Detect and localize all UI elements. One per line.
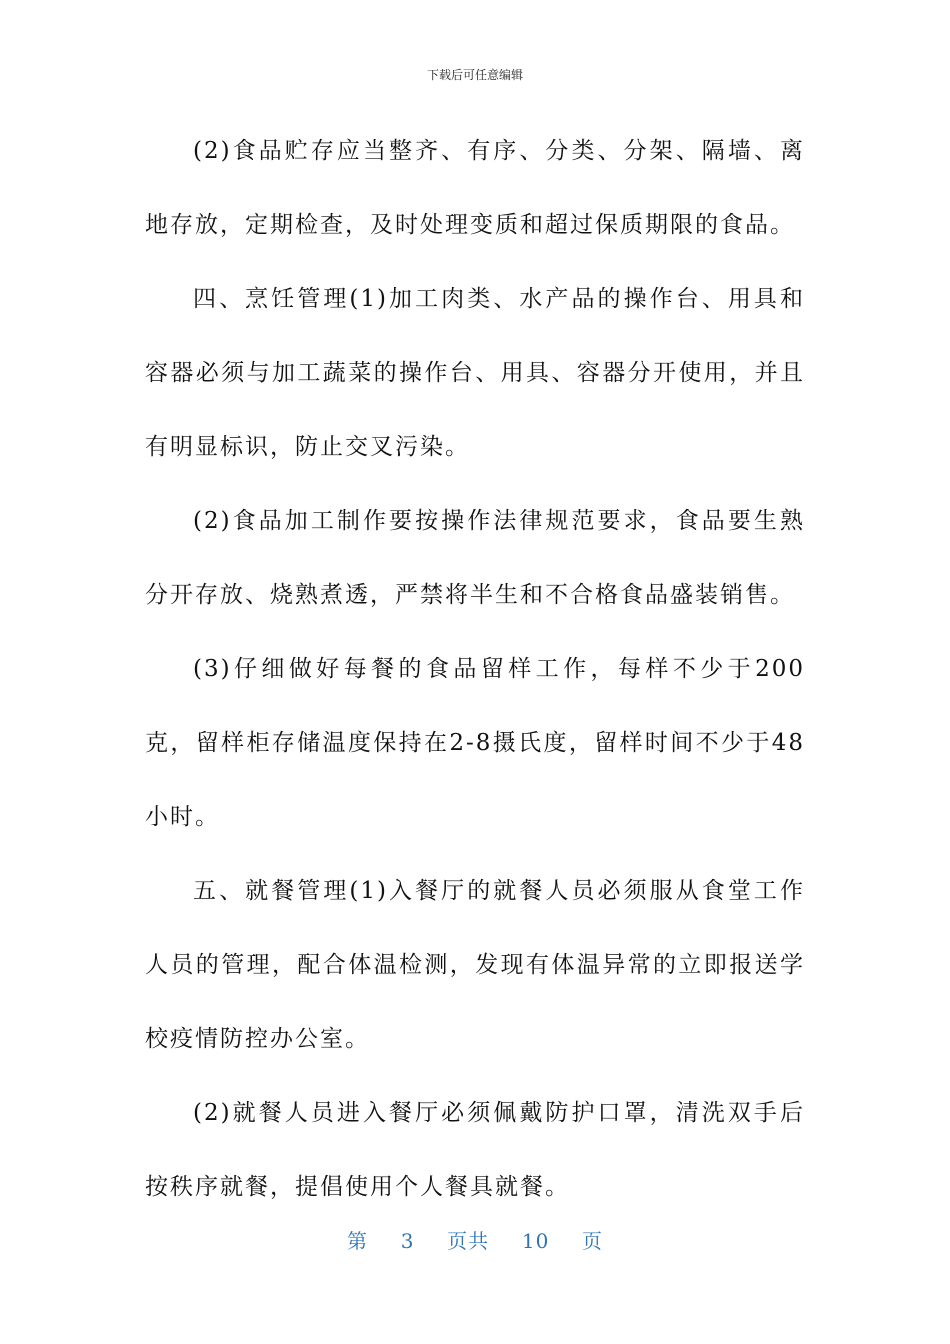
document-body <box>145 114 805 1224</box>
page-header: 下载后可任意编辑 <box>426 68 523 82</box>
page-footer <box>0 1225 950 1254</box>
footer-suffix: 页 <box>582 1229 604 1253</box>
footer-middle: 页共 <box>447 1229 490 1253</box>
paragraph: (2)就餐人员进入餐厅必须佩戴防护口罩，清洗双手后按秩序就餐，提倡使用个人餐具就餐。 <box>145 1100 805 1200</box>
current-page-number: 3 <box>400 1229 415 1253</box>
paragraph: (3)仔细做好每餐的食品留样工作，每样不少于200克，留样柜存储温度保持在2-8摄氏度，留样时间不少于48小时。 <box>145 656 805 830</box>
paragraph: (2)食品加工制作要按操作法律规范要求，食品要生熟分开存放、烧熟煮透，严禁将半生和不合格食品盛装销售。 <box>145 508 805 608</box>
paragraph: 五、就餐管理(1)入餐厅的就餐人员必须服从食堂工作人员的管理，配合体温检测，发现有体温异常的立即报送学校疫情防控办公室。 <box>145 878 805 1052</box>
paragraph: (2)食品贮存应当整齐、有序、分类、分架、隔墙、离地存放，定期检查，及时处理变质和超过保质期限的食品。 <box>145 138 805 238</box>
footer-prefix: 第 <box>346 1229 368 1253</box>
total-pages-number: 10 <box>521 1229 550 1253</box>
paragraph: 四、烹饪管理(1)加工肉类、水产品的操作台、用具和容器必须与加工蔬菜的操作台、用具、容器分开使用，并且有明显标识，防止交叉污染。 <box>145 286 805 460</box>
